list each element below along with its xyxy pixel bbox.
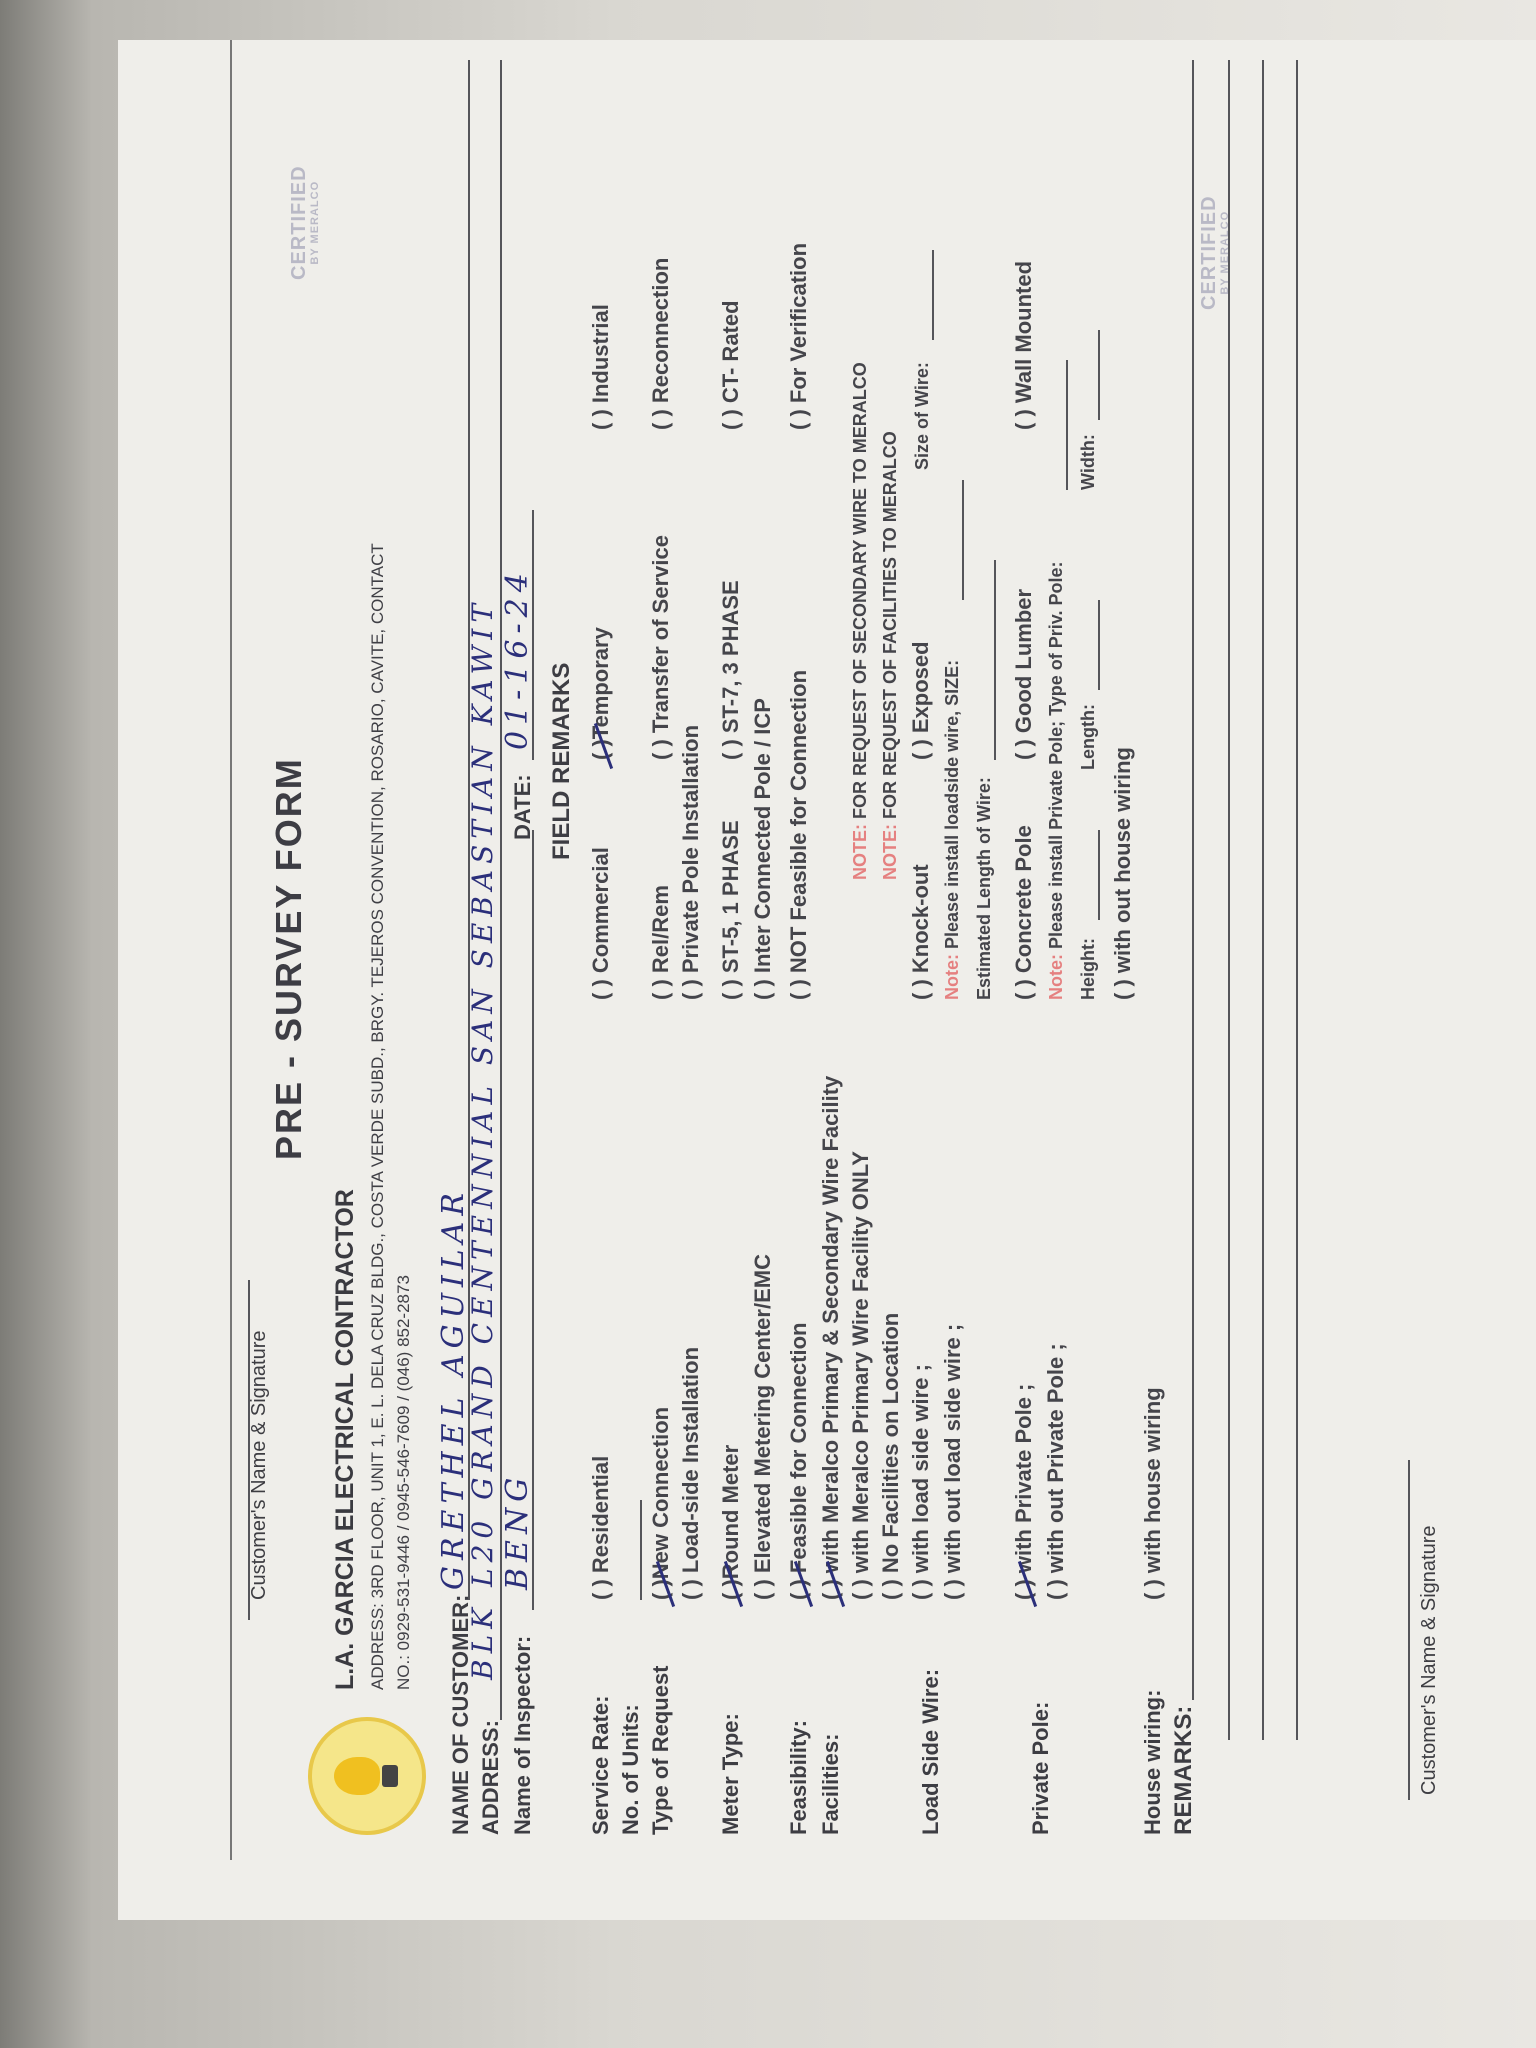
service-rate-label: Service Rate: — [588, 1695, 613, 1835]
option-icp[interactable]: ( ) Inter Connected Pole / ICP — [750, 698, 775, 1000]
remarks-line-3 — [1262, 60, 1264, 1740]
note-prefix: Note: — [942, 954, 962, 1000]
signature-line-top — [248, 1280, 250, 1620]
company-address: ADDRESS: 3RD FLOOR, UNIT 1, E. L. DELA CRUZ BLDG., COSTA VERDE SUBD., BRGY. TEJEROS CONVENTION, ROSARIO, CAVITE, CONTACT — [368, 543, 387, 1690]
length-label: Length: — [1078, 704, 1098, 770]
house-wiring-label: House wiring: — [1140, 1689, 1165, 1835]
height-label: Height: — [1078, 938, 1098, 1000]
certified-by-text: BY MERALCO — [1219, 210, 1231, 295]
note-text: FOR REQUEST OF SECONDARY WIRE TO MERALCO — [850, 362, 870, 819]
address-handwritten: BLK L20 GRAND CENTENNIAL SAN SEBASTIAN KAWIT — [466, 597, 499, 1680]
width-line — [1098, 330, 1100, 420]
customer-name-handwritten: GRETHEL AGUILAR — [436, 1187, 471, 1590]
option-feasible[interactable]: ( ) Feasible for Connection — [786, 1322, 811, 1600]
facilities-note-request — [880, 431, 901, 880]
option-concrete-pole[interactable]: ( ) Concrete Pole — [1011, 825, 1036, 1000]
date-label: DATE: — [510, 774, 535, 840]
note-text: FOR REQUEST OF FACILITIES TO MERALCO — [880, 431, 900, 819]
option-without-private-pole[interactable]: ( ) with out Private Pole ; — [1043, 1343, 1068, 1600]
option-no-facilities[interactable]: ( ) No Facilities on Location — [878, 1312, 903, 1600]
option-private-pole-installation[interactable]: ( ) Private Pole Installation — [678, 724, 703, 1000]
option-st5[interactable]: ( ) ST-5, 1 PHASE — [718, 820, 743, 1000]
size-of-wire-line — [932, 250, 934, 340]
units-label: No. of Units: — [618, 1704, 643, 1835]
option-reconnection[interactable]: ( ) Reconnection — [648, 257, 673, 430]
certified-badge-top — [288, 165, 321, 280]
note-text: Please install Private Pole; Type of Priv. Pole: — [1046, 561, 1066, 949]
header-rule — [230, 40, 232, 1860]
certified-text: CERTIFIED — [288, 165, 310, 280]
certified-by-text: BY MERALCO — [309, 180, 321, 265]
load-side-size-line — [962, 480, 964, 600]
note-prefix: NOTE: — [880, 824, 900, 880]
company-contact: NO.: 0929-531-9446 / 0945-546-7609 / (046) 852-2873 — [394, 1275, 413, 1690]
option-temporary[interactable]: ( )Temporary — [588, 627, 613, 760]
remarks-line-1 — [1192, 60, 1194, 1700]
inspector-handwritten: BENG — [500, 1471, 535, 1590]
pole-type-line — [1066, 360, 1068, 490]
units-line — [640, 1500, 642, 1600]
certified-text: CERTIFIED — [1198, 195, 1220, 310]
signature-label: Customer's Name & Signature — [1418, 1525, 1440, 1795]
signature-label-top: Customer's Name & Signature — [248, 1330, 270, 1600]
inspector-label: Name of Inspector: — [510, 1635, 535, 1835]
option-industrial[interactable]: ( ) Industrial — [588, 304, 613, 430]
form-title: PRE - SURVEY FORM — [268, 757, 309, 1160]
option-wall-mounted[interactable]: ( ) Wall Mounted — [1011, 260, 1036, 430]
option-exposed[interactable]: ( ) Exposed — [908, 641, 933, 760]
note-text: Please install loadside wire, SIZE: — [942, 659, 962, 949]
company-name: L.A. GARCIA ELECTRICAL CONTRACTOR — [331, 1189, 359, 1690]
remarks-line-4 — [1296, 60, 1298, 1740]
option-with-private-pole[interactable]: ( ) with Private Pole ; — [1011, 1383, 1036, 1600]
bulb-logo-icon — [308, 1717, 426, 1835]
request-label: Type of Request — [648, 1665, 673, 1835]
date-handwritten: 01-16-24 — [500, 567, 535, 750]
option-ct-rated[interactable]: ( ) CT- Rated — [718, 300, 743, 430]
option-good-lumber[interactable]: ( ) Good Lumber — [1011, 588, 1036, 760]
option-new-connection[interactable]: ( )New Connection — [648, 1406, 673, 1600]
feasibility-label: Feasibility: — [786, 1720, 811, 1835]
field-remarks-heading: FIELD REMARKS — [548, 662, 575, 860]
remarks-line-2 — [1228, 60, 1230, 1740]
address-label: ADDRESS: — [478, 1720, 503, 1835]
note-prefix: Note: — [1046, 954, 1066, 1000]
size-of-wire-label: Size of Wire: — [912, 362, 932, 470]
option-with-load-side[interactable]: ( ) with load side wire ; — [908, 1364, 933, 1600]
option-for-verification[interactable]: ( ) For Verification — [786, 242, 811, 430]
certified-badge-bottom — [1198, 195, 1231, 310]
survey-form-sheet — [118, 40, 1536, 1920]
private-pole-label: Private Pole: — [1028, 1701, 1053, 1835]
estimated-length-line — [994, 560, 996, 760]
load-side-note — [942, 660, 963, 1000]
option-rel-rem[interactable]: ( ) Rel/Rem — [648, 885, 673, 1000]
option-primary-only[interactable]: ( ) with Meralco Primary Wire Facility ONLY — [848, 1151, 873, 1600]
option-with-house-wiring[interactable]: ( ) with house wiring — [1140, 1387, 1165, 1600]
meter-type-label: Meter Type: — [718, 1713, 743, 1835]
option-not-feasible[interactable]: ( ) NOT Feasible for Connection — [786, 669, 811, 1000]
option-round-meter[interactable]: ( )Round Meter — [718, 1444, 743, 1600]
option-primary-secondary[interactable]: ( ) with Meralco Primary & Secondary Wire Facility — [818, 1075, 843, 1600]
facilities-note-secondary — [850, 362, 871, 880]
facilities-label: Facilities: — [818, 1733, 843, 1835]
option-commercial[interactable]: ( ) Commercial — [588, 847, 613, 1000]
remarks-label: REMARKS: — [1170, 1705, 1197, 1835]
option-knock-out[interactable]: ( ) Knock-out — [908, 864, 933, 1000]
option-emc[interactable]: ( ) Elevated Metering Center/EMC — [750, 1254, 775, 1600]
option-st7[interactable]: ( ) ST-7, 3 PHASE — [718, 580, 743, 760]
note-prefix: NOTE: — [850, 824, 870, 880]
estimated-length-label: Estimated Length of Wire: — [974, 777, 994, 1000]
customer-name-label: NAME OF CUSTOMER: — [448, 1594, 473, 1835]
width-label: Width: — [1078, 434, 1098, 490]
option-residential[interactable]: ( ) Residential — [588, 1455, 613, 1600]
height-line — [1098, 830, 1100, 920]
length-line — [1098, 600, 1100, 690]
option-transfer-service[interactable]: ( ) Transfer of Service — [648, 535, 673, 760]
option-load-side-installation[interactable]: ( ) Load-side Installation — [678, 1346, 703, 1600]
private-pole-note — [1046, 562, 1067, 1001]
load-side-wire-label: Load Side Wire: — [918, 1668, 943, 1835]
option-without-load-side[interactable]: ( ) with out load side wire ; — [940, 1323, 965, 1600]
signature-line — [1408, 1460, 1410, 1800]
option-without-house-wiring[interactable]: ( ) with out house wiring — [1110, 747, 1135, 1000]
